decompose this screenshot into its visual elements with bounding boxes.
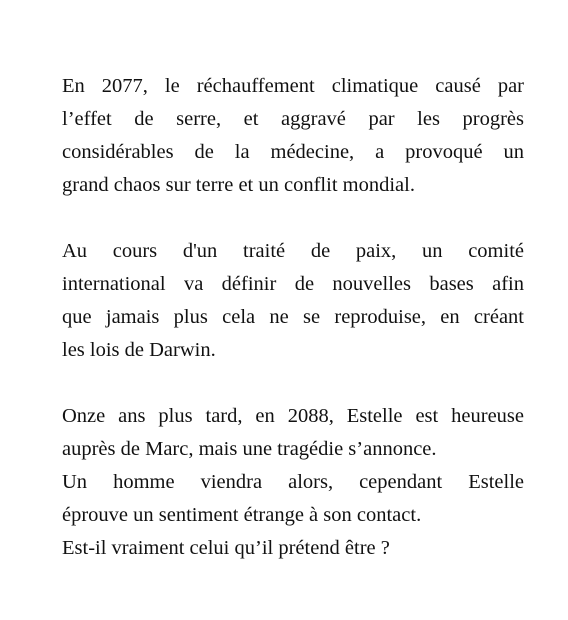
paragraph-2 (62, 235, 524, 367)
text-line: auprès de Marc, mais une tragédie s’annonce. (62, 438, 437, 460)
text-line: international va définir de nouvelles bases afin (62, 273, 524, 295)
text-line: grand chaos sur terre et un conflit mondial. (62, 174, 415, 196)
text-line: considérables de la médecine, a provoqué un (62, 141, 524, 163)
text-line: En 2077, le réchauffement climatique causé par (62, 75, 524, 97)
text-line: Onze ans plus tard, en 2088, Estelle est heureuse (62, 405, 524, 427)
paragraph-1 (62, 70, 524, 202)
text-line: que jamais plus cela ne se reproduise, en créant (62, 306, 524, 328)
text-line: Un homme viendra alors, cependant Estelle (62, 471, 524, 493)
text-line: Au cours d'un traité de paix, un comité (62, 240, 524, 262)
text-line: les lois de Darwin. (62, 339, 216, 361)
text-line: l’effet de serre, et aggravé par les progrès (62, 108, 524, 130)
paragraph-3 (62, 400, 524, 565)
text-line: Est-il vraiment celui qu’il prétend être ? (62, 537, 390, 559)
body-text (62, 70, 524, 565)
text-line: éprouve un sentiment étrange à son contact. (62, 504, 422, 526)
